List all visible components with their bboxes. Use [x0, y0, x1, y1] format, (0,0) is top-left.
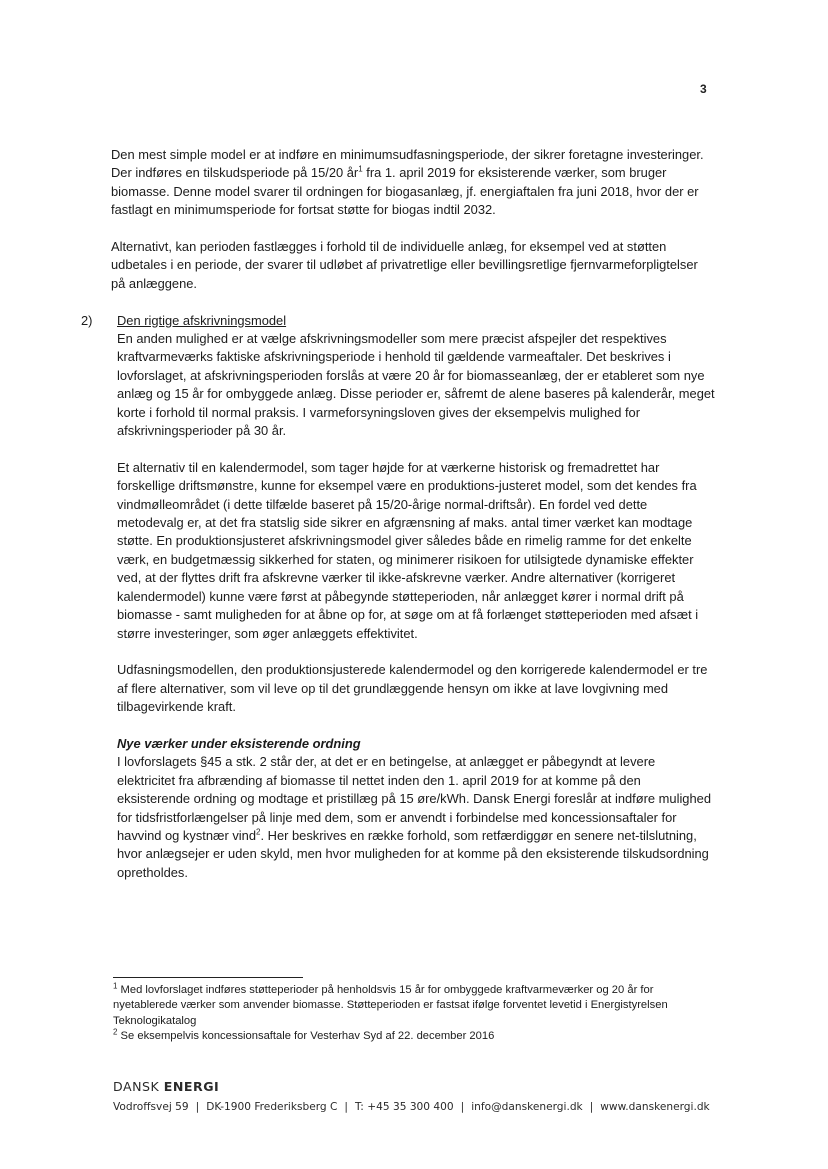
footer-address: Vodroffsvej 59 | DK-1900 Frederiksberg C | T: +45 35 300 400 | info@danskenergi.dk | www.danskenergi.dk [113, 1101, 710, 1113]
footnote-1: $^1$ Med lovforslaget indføres støtteperioder på henholdsvis 15 år for ombyggede kraftvarmeværker og 20 år for nyetablerede værker som anvender biomasse. Støtteperioden er fastsat ifølge forventet levetid i Energistyrelsen Teknologikatalog [113, 981, 668, 1027]
footnote-ref-2[interactable]: 2 [256, 827, 261, 837]
new-plants-heading: Nye værker under eksisterende ordning [117, 735, 361, 751]
footer-web-link[interactable]: www.danskenergi.dk [600, 1101, 710, 1113]
footnote-ref-1[interactable]: 1 [358, 165, 363, 175]
section-2-paragraph-3: Udfasningsmodellen, den produktionsjusterede kalendermodel og den korrigerede kalendermodel er tre af flere alternativer, som vil leve op til det grundlæggende hensyn om ikke at lave lovgivning med tilbagevirkende kraft. [117, 662, 708, 715]
page-footer [113, 1079, 723, 1115]
brand-logo: DANSK ENERGI [113, 1079, 220, 1094]
intro-paragraph-1: Den mest simple model er at indføre en minimumsudfasningsperiode, der sikrer foretagne investeringer. Der indføres en tilskudsperiode på 15/20 $år^1$ fra 1. april 2019 for eksisterende værker, som bruger biomasse. Denne model svarer til ordningen for biogasanlæg, jf. energiaftalen fra juni 2018, hvor der er fastlagt en minimumsperiode for fortsat støtte for biogas indtil 2032. [111, 147, 704, 218]
section-2 [81, 312, 715, 883]
footer-email-link[interactable]: info@danskenergi.dk [471, 1101, 583, 1113]
section-2-paragraph-2: Et alternativ til en kalendermodel, som tager højde for at værkerne historisk og fremadrettet har forskellige driftsmønstre, kunne for eksempel være en produktions-justeret model, som det kendes fra vindmølleområdet (i dette tilfælde baseret på 15/20-årige normal-driftsår). En fordel ved dette metodevalg er, at det fra statslig side sikrer en afgrænsning af maks. antal timer værket kan modtage støtte. En produktionsjusteret afskrivningsmodel giver således både en rimelig ramme for det enkelte værk, en budgetmæssig sikkerhed for staten, og minimerer risikoen for utilsigtede dynamiske effekter ved, at der flyttes drift fra afskrevne værker til ikke-afskrevne værker. Andre alternativer (korrigeret kalendermodel) kunne være først at påbegynde støtteperioden, når anlægget kører i normal drift på biomasse - samt muligheden for at åbne op for, at søge om at få forlænget støtteperioden med afsæt i større investeringer, som øger anlæggets effektivitet. [117, 459, 699, 641]
footer-street: Vodroffsvej 59 [113, 1101, 189, 1113]
footnote-divider [113, 977, 303, 978]
body-text [81, 146, 715, 882]
section-2-paragraph-1: En anden mulighed er at vælge afskrivningsmodeller som mere præcist afspejler det respektives kraftvarmeværks faktiske afskrivningsperiode i henhold til gældende varmeaftaler. Det beskrives i lovforslaget, at afskrivningsperioden forslås at være 20 år for biomasseanlæg, der er etableret som nye anlæg og 15 år for ombyggede anlæg. Disse perioder er, såfremt de alene baseres på kalenderår, meget korte i forhold til normal praksis. I varmeforsyningsloven gives der eksempelvis mulighed for afskrivningsperioder på 30 år. [117, 331, 715, 439]
footer-phone: T: +45 35 300 400 [355, 1101, 454, 1113]
footnote-2: $^2$ Se eksempelvis koncessionsaftale for Vesterhav Syd af 22. december 2016 [113, 1027, 495, 1043]
section-2-number: 2) [81, 312, 93, 328]
intro-paragraph-2: Alternativt, kan perioden fastlægges i forhold til de individuelle anlæg, for eksempel ved at støtten udbetales i en periode, der svarer til udløbet af privatretlige eller bevillingsretlige fjernvarmeforpligtelser på anlæggene. [111, 239, 698, 291]
new-plants-paragraph: I lovforslagets §45 a stk. 2 står der, at det er en betingelse, at anlægget er påbegyndt at levere elektricitet fra afbrænding af biomasse til nettet inden den 1. april 2019 for at komme på den eksisterende ordning og modtage et pristillæg på 15 øre/kWh. Dansk Energi foreslår at indføre mulighed for tidsfristforlængelser på linje med dem, som er anvendt i forbindelse med koncessionsaftaler for havvind og kystnær vind$^2$. Her beskrives en række forhold, som retfærdiggør en senere net-tilslutning, hvor anlægsejer er uden skyld, men hvor muligheden for at komme på den eksisterende tilskudsordning opretholdes. [117, 754, 711, 880]
page-number: 3 [700, 82, 707, 96]
section-2-heading: Den rigtige afskrivningsmodel [117, 312, 287, 328]
footnotes [113, 983, 717, 1045]
footer-city: DK-1900 Frederiksberg C [206, 1101, 338, 1113]
